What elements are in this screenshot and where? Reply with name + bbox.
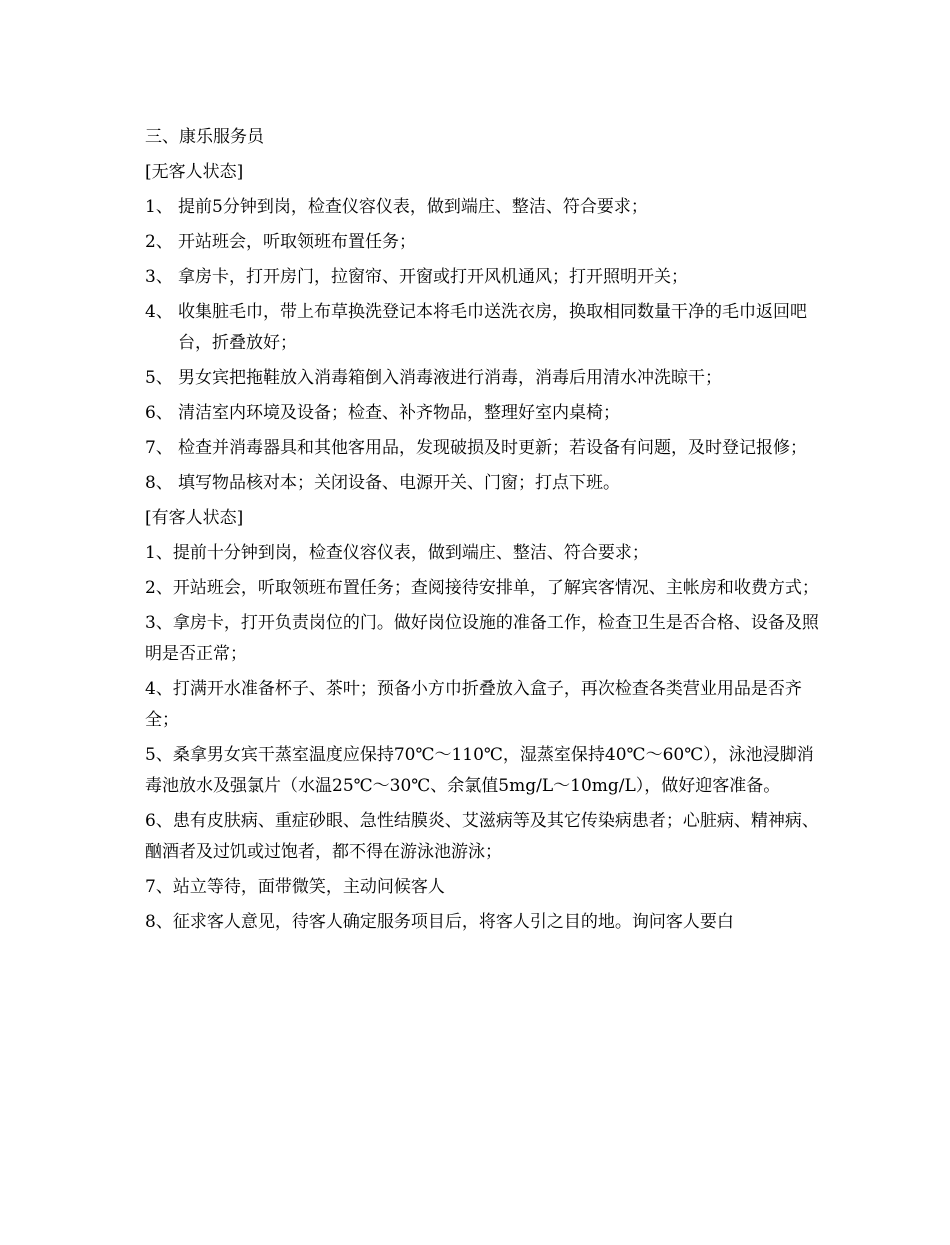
item-text: 检查并消毒器具和其他客用品，发现破损及时更新；若设备有问题，及时登记报修；	[178, 438, 807, 458]
item-text: 开站班会，听取领班布置任务；	[178, 232, 416, 252]
no-guest-item	[145, 227, 825, 258]
item-text: 清洁室内环境及设备；检查、补齐物品，整理好室内桌椅；	[178, 403, 620, 423]
item-number: 1、	[145, 197, 173, 217]
with-guest-item: 6、患有皮肤病、重症砂眼、急性结膜炎、艾滋病等及其它传染病患者；心脏病、精神病、酗酒者及过饥或过饱者，都不得在游泳池游泳；	[145, 811, 819, 862]
with-guest-item: 4、打满开水准备杯子、茶叶；预备小方巾折叠放入盒子，再次检查各类营业用品是否齐全；	[145, 679, 802, 730]
no-guest-item	[145, 398, 825, 429]
item-number: 2、	[145, 232, 173, 252]
document-body	[145, 122, 825, 938]
no-guest-item	[145, 262, 825, 293]
with-guest-item: 2、开站班会，听取领班布置任务；查阅接待安排单，了解宾客情况、主帐房和收费方式；	[145, 578, 819, 598]
item-number: 6、	[145, 403, 173, 423]
with-guest-item: 7、站立等待，面带微笑，主动问候客人	[145, 877, 445, 897]
no-guest-item	[145, 433, 825, 464]
section-title: 三、康乐服务员	[145, 127, 264, 147]
no-guest-heading: [无客人状态]	[145, 162, 244, 182]
no-guest-item	[145, 192, 825, 223]
with-guest-item: 3、拿房卡，打开负责岗位的门。做好岗位设施的准备工作，检查卫生是否合格、设备及照明是否正常；	[145, 613, 819, 664]
item-number: 4、	[145, 302, 173, 322]
item-text: 拿房卡，打开房门，拉窗帘、开窗或打开风机通风；打开照明开关；	[178, 267, 688, 287]
no-guest-item	[145, 468, 825, 499]
item-number: 3、	[145, 267, 173, 287]
item-number: 5、	[145, 368, 173, 388]
no-guest-item	[145, 363, 825, 394]
with-guest-item: 5、桑拿男女宾干蒸室温度应保持70℃～110℃，湿蒸室保持40℃～60℃），泳池浸脚消毒池放水及强氯片（水温25℃～30℃、余氯值5mg/L～10mg/L），做好迎客准备。	[145, 745, 814, 796]
item-number: 8、	[145, 473, 173, 493]
no-guest-item	[145, 297, 825, 359]
item-text: 收集脏毛巾，带上布草换洗登记本将毛巾送洗衣房，换取相同数量干净的毛巾返回吧台，折叠放好；	[178, 302, 807, 353]
with-guest-item: 1、提前十分钟到岗，检查仪容仪表，做到端庄、整洁、符合要求；	[145, 543, 649, 563]
item-text: 男女宾把拖鞋放入消毒箱倒入消毒液进行消毒，消毒后用清水冲洗晾干；	[178, 368, 722, 388]
item-text: 填写物品核对本；关闭设备、电源开关、门窗；打点下班。	[178, 473, 620, 493]
with-guest-heading: [有客人状态]	[145, 508, 244, 528]
item-text: 提前5分钟到岗，检查仪容仪表，做到端庄、整洁、符合要求；	[178, 197, 648, 217]
with-guest-item: 8、征求客人意见，待客人确定服务项目后，将客人引之目的地。询问客人要白	[145, 912, 734, 932]
item-number: 7、	[145, 438, 173, 458]
